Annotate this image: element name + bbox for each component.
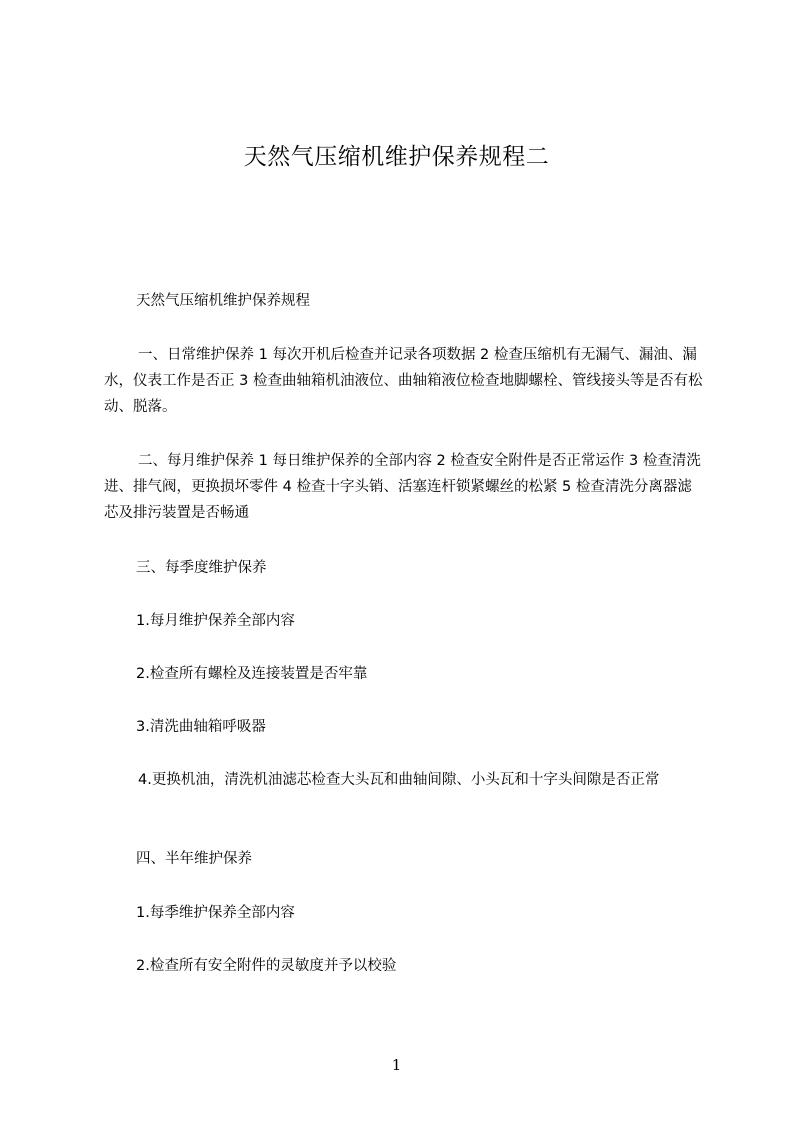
quarterly-item: 3.清洗曲轴箱呼吸器 [136, 719, 266, 735]
half-year-maintenance-heading: 四、半年维护保养 [136, 851, 252, 867]
quarterly-item: 1.每月维护保养全部内容 [136, 613, 295, 629]
quarterly-maintenance-heading: 三、每季度维护保养 [136, 560, 267, 576]
document-title: 天然气压缩机维护保养规程二 [243, 144, 550, 170]
quarterly-item: 4.更换机油，清洗机油滤芯检查大头瓦和曲轴间隙、小头瓦和十字头间隙是否正常 [138, 772, 660, 788]
document-subtitle: 天然气压缩机维护保养规程 [136, 293, 310, 309]
half-year-item: 2.检查所有安全附件的灵敏度并予以校验 [136, 958, 397, 974]
quarterly-item: 2.检查所有螺栓及连接装置是否牢靠 [136, 666, 368, 682]
page-number: 1 [391, 1056, 402, 1074]
monthly-maintenance-paragraph: 二、每月维护保养 1 每日维护保养的全部内容 2 检查安全附件是否正常运作 3 检查清洗进、排气阀，更换损坏零件 4 检查十字头销、活塞连杆锁紧螺丝的松紧 5 检查清洗分离器滤芯及排污装置是否畅通 [104, 453, 701, 521]
half-year-item: 1.每季维护保养全部内容 [136, 905, 295, 921]
daily-maintenance-paragraph: 一、日常维护保养 1 每次开机后检查并记录各项数据 2 检查压缩机有无漏气、漏油、漏水，仪表工作是否正 3 检查曲轴箱机油液位、曲轴箱液位检查地脚螺栓、管线接头等是否有松动、脱落。 [104, 347, 703, 415]
